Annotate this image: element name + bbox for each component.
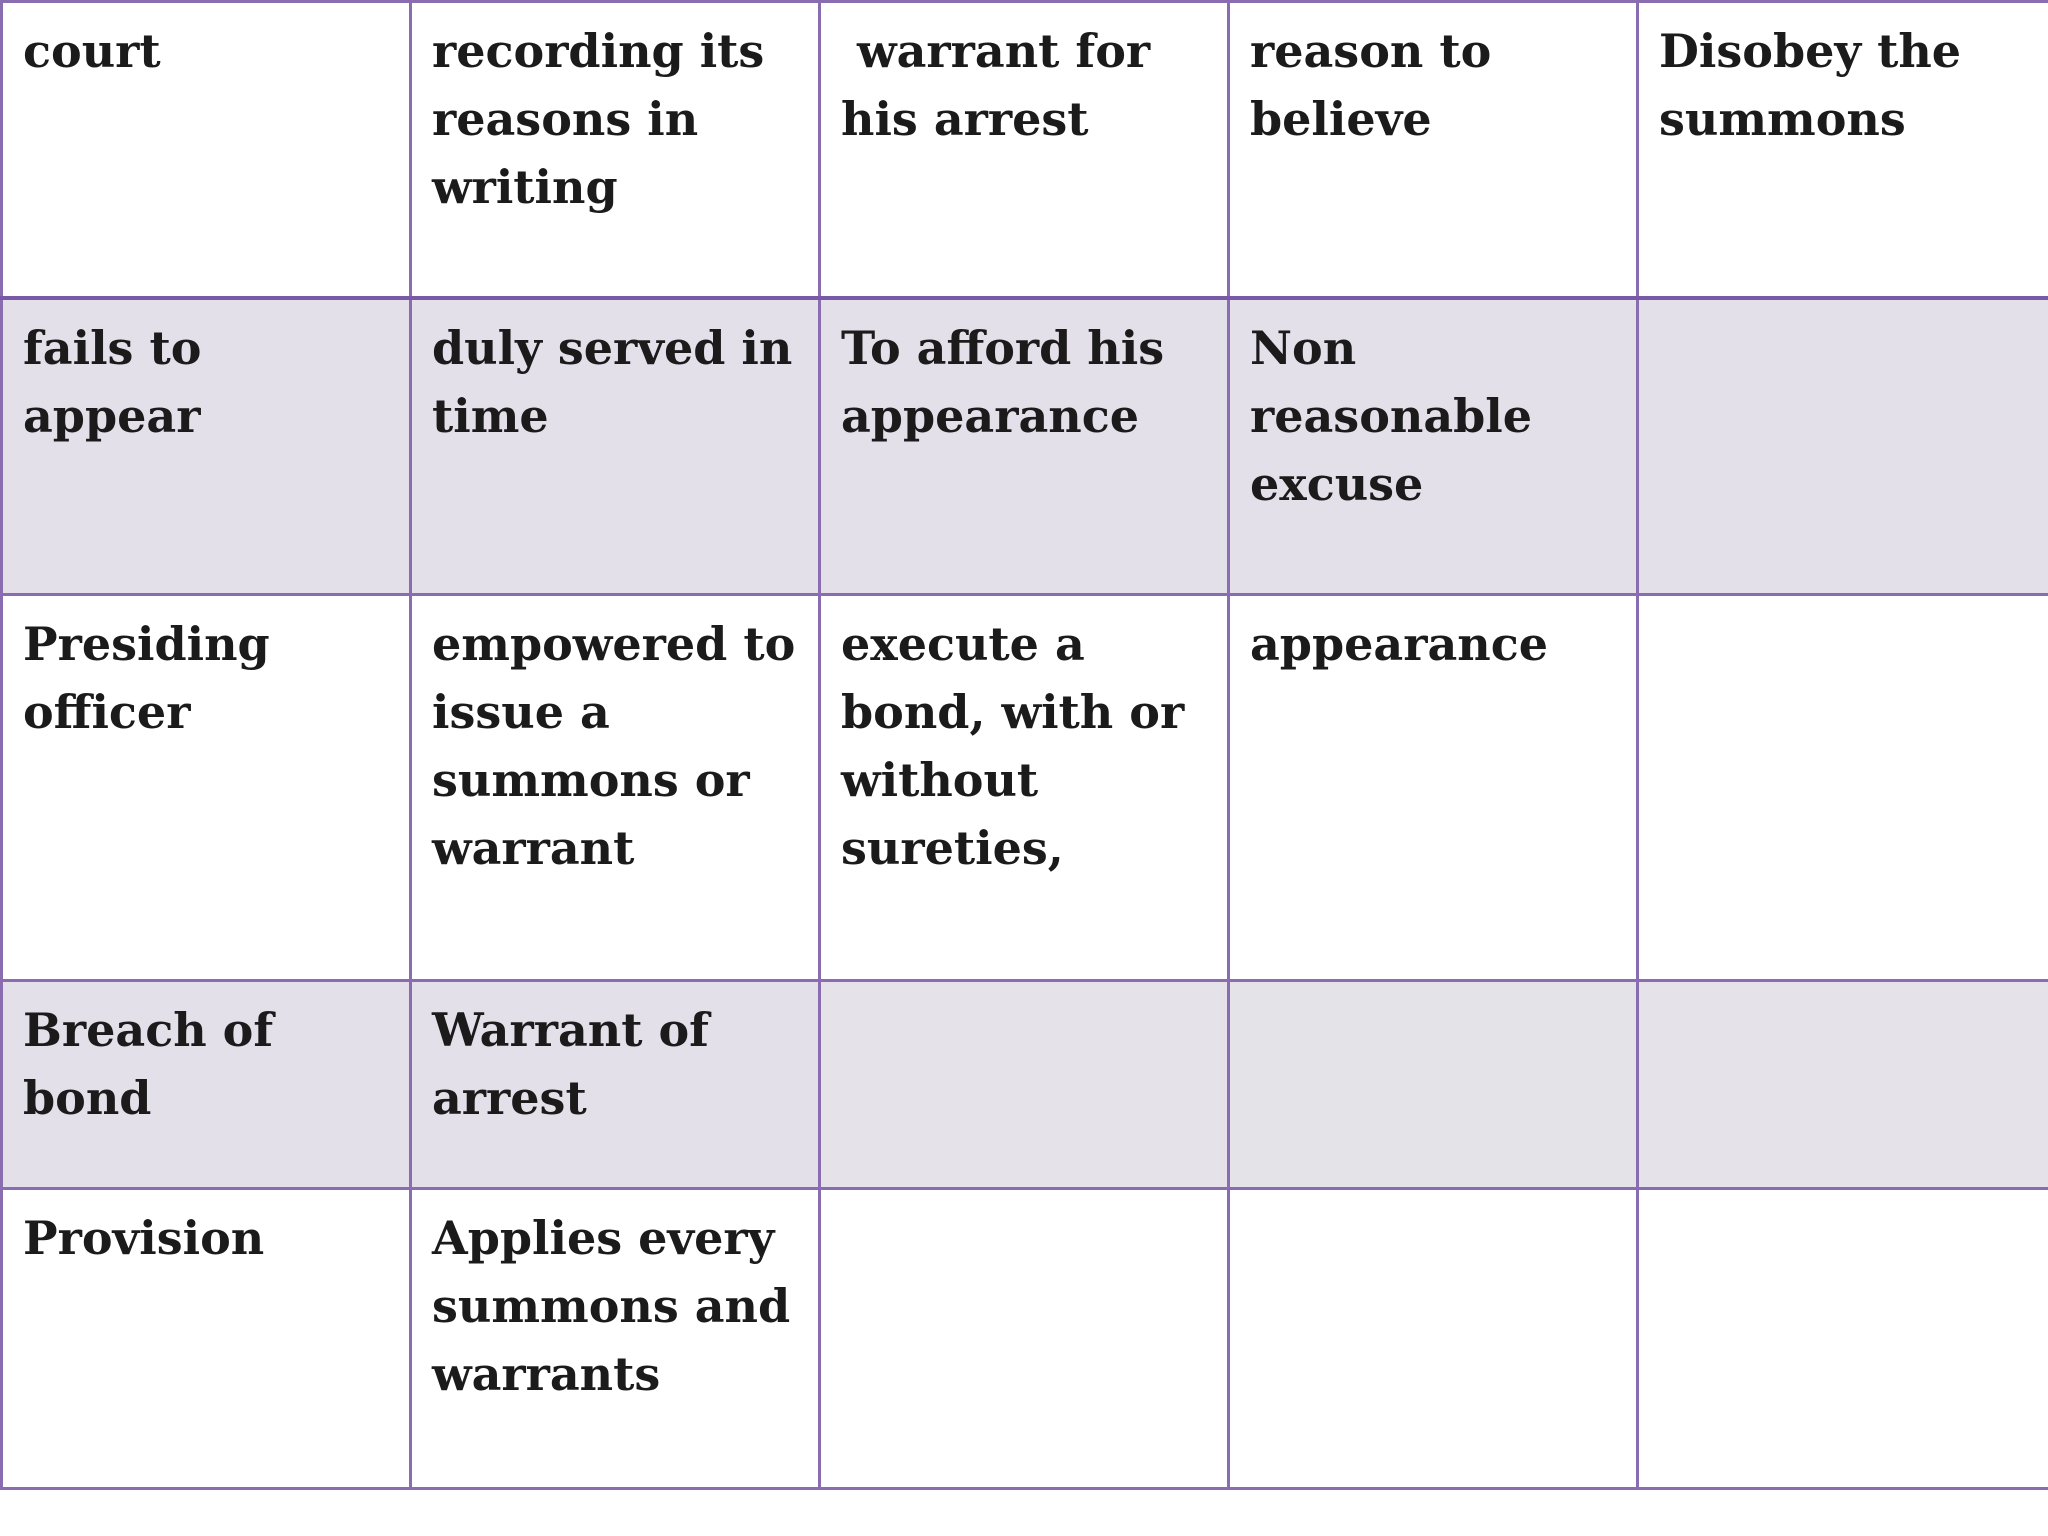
table-row [2,2,2048,298]
table-cell [1229,1189,1638,1489]
table-cell: duly served in time [411,298,820,595]
table-row [2,595,2048,981]
table-cell: fails to appear [2,298,411,595]
table-cell: To afford his appearance [820,298,1229,595]
table-cell: Warrant of arrest [411,981,820,1189]
table-cell: reason to believe [1229,2,1638,298]
table-cell: Provision [2,1189,411,1489]
table-cell [820,1189,1229,1489]
table-cell: court [2,2,411,298]
table-row [2,1189,2048,1489]
table-cell [1229,981,1638,1189]
table-cell: Disobey the summons [1638,2,2048,298]
table-row [2,298,2048,595]
table-cell [1638,298,2048,595]
table-cell [1638,595,2048,981]
table-cell: execute a bond, with or without sureties, [820,595,1229,981]
table-cell [1638,981,2048,1189]
table-cell: Applies every summons and warrants [411,1189,820,1489]
table-cell: empowered to issue a summons or warrant [411,595,820,981]
table-cell: warrant for his arrest [820,2,1229,298]
table-row [2,981,2048,1189]
table-cell: recording its reasons in writing [411,2,820,298]
table-cell: Non reasonable excuse [1229,298,1638,595]
table-cell [820,981,1229,1189]
table-cell: Presiding officer [2,595,411,981]
table-cell [1638,1189,2048,1489]
table-cell: appearance [1229,595,1638,981]
table-cell: Breach of bond [2,981,411,1189]
